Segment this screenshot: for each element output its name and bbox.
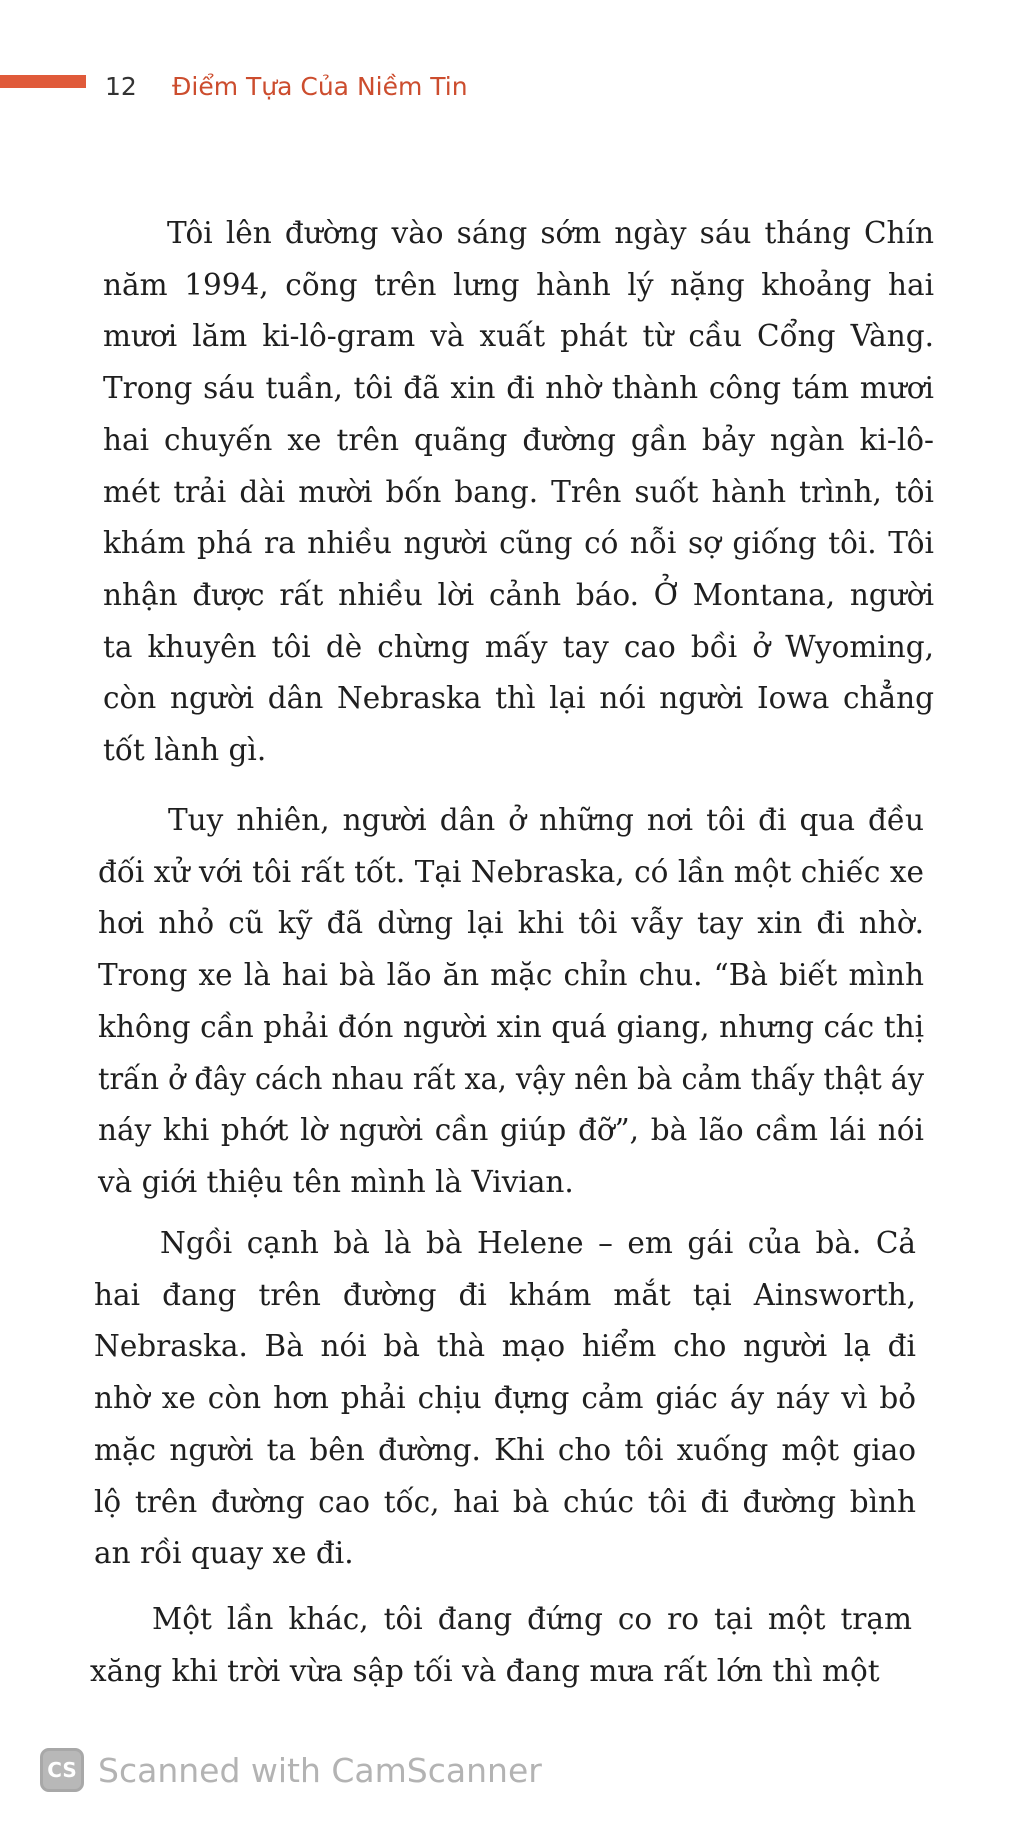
camscanner-logo-icon: CS: [40, 1748, 84, 1792]
book-page: 12 Điểm Tựa Của Niềm Tin Tôi lên đường vào sáng sớm ngày sáu tháng Chín năm 1994, cõng trên lưng hành lý nặng khoảng hai mươi lăm ki-lô-gram và xuất phát từ cầu Cổng Vàng. Trong sáu tuần, tôi đã xin đi nhờ thành công tám mươi hai chuyến xe trên quãng đường gần bảy ngàn ki-lô- mét trải dài mười bốn bang. Trên suốt hành trình, tôi khám phá ra nhiều người cũng có nỗi sợ giống tôi. Tôi nhận được rất nhiều lời cảnh báo. Ở Montana, người ta khuyên tôi dè chừng mấy tay cao bồi ở Wyoming, còn người dân Nebraska thì lại nói người Iowa chẳng tốt lành gì. Tuy nhiên, người dân ở những nơi tôi đi qua đều đối xử với tôi rất tốt. Tại Nebraska, có lần một chiếc xe hơi nhỏ cũ kỹ đã dừng lại khi tôi vẫy tay xin đi nhờ. Trong xe là hai bà lão ăn mặc chỉn chu. “Bà biết mình không cần phải đón người xin quá giang, nhưng các thị trấn ở đây cách nhau rất xa, vậy nên bà cảm thấy thật áy náy khi phớt lờ người cần giúp đỡ”, bà lão cầm lái nói và giới thiệu tên mình là Vivian. Ngồi cạnh bà là bà Helene – em gái của bà. Cả hai đang trên đường đi khám mắt tại Ainsworth, Nebraska. Bà nói bà thà mạo hiểm cho người lạ đi nhờ xe còn hơn phải chịu đựng cảm giác áy náy vì bỏ mặc người ta bên đường. Khi cho tôi xuống một giao lộ trên đường cao tốc, hai bà chúc tôi đi đường bình an rồi quay xe đi. Một lần khác, tôi đang đứng co ro tại một trạm xăng khi trời vừa sập tối và đang mưa rất lớn thì một CS Scanned with CamScanner: [0, 0, 1024, 1824]
camscanner-watermark: [40, 1745, 542, 1795]
header-accent-bar: [0, 75, 86, 88]
watermark-text: Scanned with CamScanner: [98, 1750, 542, 1790]
page-number: 12: [105, 72, 137, 101]
running-title: Điểm Tựa Của Niềm Tin: [172, 72, 468, 101]
